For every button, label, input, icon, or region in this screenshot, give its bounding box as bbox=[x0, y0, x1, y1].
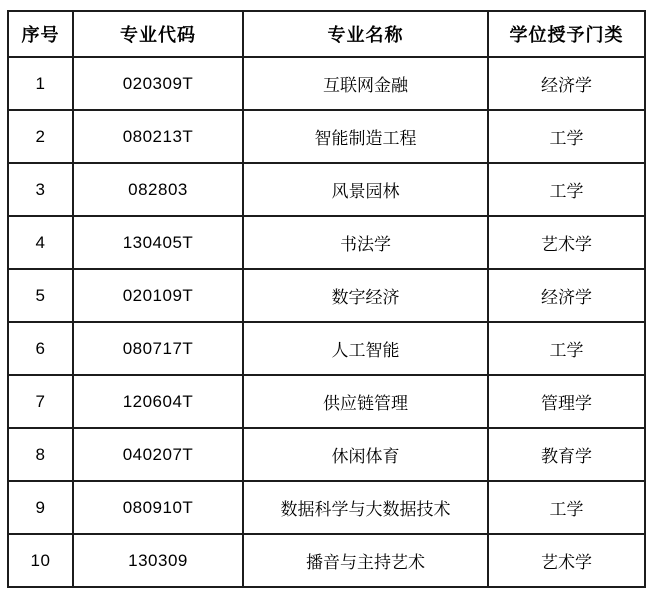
table-row bbox=[8, 163, 645, 216]
table-row bbox=[8, 534, 645, 587]
table-cell-degree: 经济学 bbox=[488, 57, 645, 110]
table-cell-index: 2 bbox=[8, 110, 73, 163]
header-cell-degree: 学位授予门类 bbox=[488, 11, 645, 57]
header-cell-name: 专业名称 bbox=[243, 11, 488, 57]
table-cell-code: 120604T bbox=[73, 375, 243, 428]
table-cell-code: 130405T bbox=[73, 216, 243, 269]
table-row bbox=[8, 481, 645, 534]
header-cell-index: 序号 bbox=[8, 11, 73, 57]
table-cell-code: 082803 bbox=[73, 163, 243, 216]
table-cell-index: 10 bbox=[8, 534, 73, 587]
table-cell-degree: 工学 bbox=[488, 163, 645, 216]
table-cell-index: 4 bbox=[8, 216, 73, 269]
table-cell-degree: 工学 bbox=[488, 322, 645, 375]
table-row bbox=[8, 269, 645, 322]
table-cell-degree: 经济学 bbox=[488, 269, 645, 322]
header-row bbox=[8, 11, 645, 57]
table-row bbox=[8, 110, 645, 163]
table-cell-degree: 艺术学 bbox=[488, 534, 645, 587]
table-cell-name: 人工智能 bbox=[243, 322, 488, 375]
table-cell-code: 020109T bbox=[73, 269, 243, 322]
header-cell-code: 专业代码 bbox=[73, 11, 243, 57]
table-cell-degree: 工学 bbox=[488, 481, 645, 534]
table-body bbox=[8, 57, 645, 587]
table-cell-code: 040207T bbox=[73, 428, 243, 481]
table-cell-index: 6 bbox=[8, 322, 73, 375]
table-cell-degree: 教育学 bbox=[488, 428, 645, 481]
table-cell-index: 3 bbox=[8, 163, 73, 216]
table-cell-code: 130309 bbox=[73, 534, 243, 587]
table-cell-code: 080213T bbox=[73, 110, 243, 163]
table-row bbox=[8, 428, 645, 481]
table-cell-index: 9 bbox=[8, 481, 73, 534]
table-header bbox=[8, 11, 645, 57]
table-row bbox=[8, 57, 645, 110]
table-cell-name: 互联网金融 bbox=[243, 57, 488, 110]
table-cell-index: 8 bbox=[8, 428, 73, 481]
table-cell-index: 7 bbox=[8, 375, 73, 428]
table-cell-code: 080910T bbox=[73, 481, 243, 534]
table-cell-name: 播音与主持艺术 bbox=[243, 534, 488, 587]
table-cell-name: 智能制造工程 bbox=[243, 110, 488, 163]
table-cell-name: 书法学 bbox=[243, 216, 488, 269]
table-cell-code: 080717T bbox=[73, 322, 243, 375]
table-cell-degree: 管理学 bbox=[488, 375, 645, 428]
table-cell-name: 数字经济 bbox=[243, 269, 488, 322]
table-cell-name: 风景园林 bbox=[243, 163, 488, 216]
table-cell-degree: 艺术学 bbox=[488, 216, 645, 269]
table-row bbox=[8, 216, 645, 269]
table-row bbox=[8, 322, 645, 375]
table-cell-degree: 工学 bbox=[488, 110, 645, 163]
table-cell-name: 休闲体育 bbox=[243, 428, 488, 481]
table-cell-name: 数据科学与大数据技术 bbox=[243, 481, 488, 534]
table-cell-name: 供应链管理 bbox=[243, 375, 488, 428]
table-cell-index: 5 bbox=[8, 269, 73, 322]
table-cell-code: 020309T bbox=[73, 57, 243, 110]
table-cell-index: 1 bbox=[8, 57, 73, 110]
table-row bbox=[8, 375, 645, 428]
majors-table bbox=[7, 10, 646, 588]
